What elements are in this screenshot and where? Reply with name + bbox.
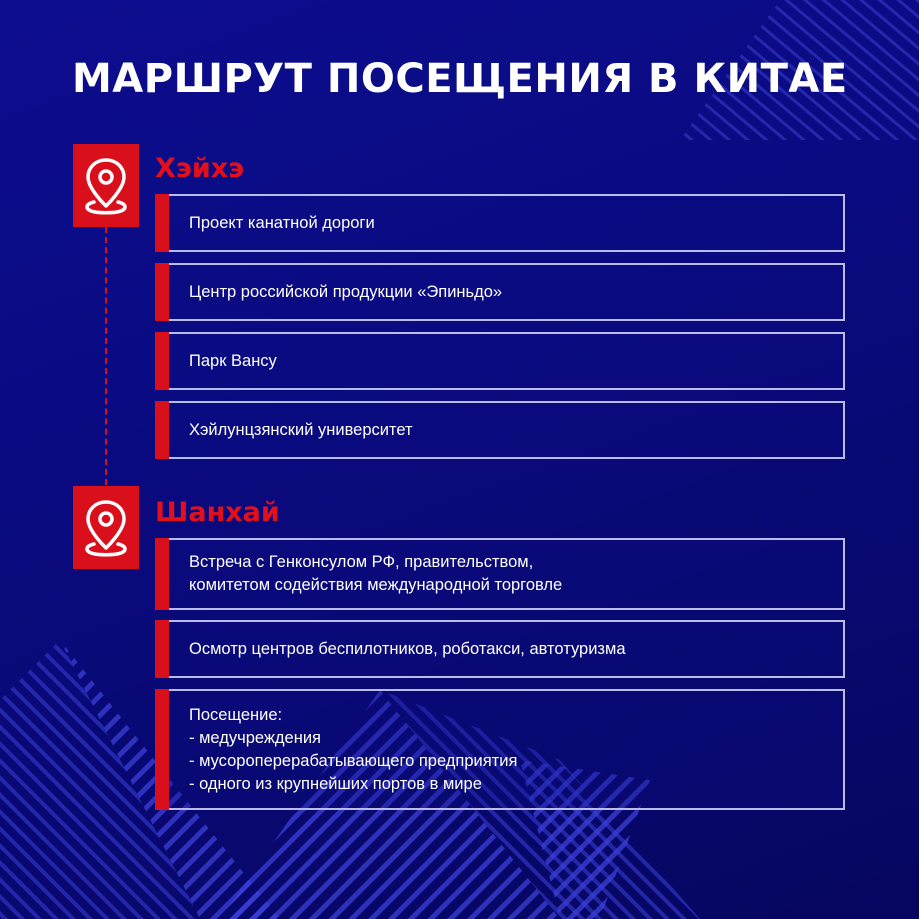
list-item bbox=[155, 263, 845, 321]
item-accent-bar bbox=[155, 263, 169, 321]
item-text: Центр российской продукции «Эпиньдо» bbox=[189, 282, 503, 301]
item-text-line: - одного из крупнейших портов в мире bbox=[189, 774, 482, 793]
city-heading-shanghai: Шанхай bbox=[155, 497, 280, 528]
item-text-line: комитетом содействия международной торговле bbox=[189, 576, 563, 594]
list-item bbox=[155, 194, 845, 252]
item-text: Проект канатной дороги bbox=[189, 213, 375, 232]
item-accent-bar bbox=[155, 689, 169, 810]
page-title: МАРШРУТ ПОСЕЩЕНИЯ В КИТАЕ bbox=[72, 56, 848, 102]
route-connector-line bbox=[105, 227, 107, 485]
item-text: Парк Вансу bbox=[189, 351, 277, 370]
list-item bbox=[155, 538, 845, 610]
item-text: Осмотр центров беспилотников, роботакси, автотуризма bbox=[189, 639, 626, 658]
location-pin-icon bbox=[73, 144, 139, 227]
city-heading-heihe: Хэйхэ bbox=[155, 153, 245, 184]
item-accent-bar bbox=[155, 401, 169, 459]
item-text-line: - мусороперерабатывающего предприятия bbox=[189, 751, 518, 770]
list-item bbox=[155, 332, 845, 390]
list-item bbox=[155, 401, 845, 459]
item-accent-bar bbox=[155, 332, 169, 390]
item-accent-bar bbox=[155, 538, 169, 610]
item-accent-bar bbox=[155, 620, 169, 678]
item-text-line: - медучреждения bbox=[189, 728, 321, 747]
item-text: Хэйлунцзянский университет bbox=[189, 420, 413, 439]
item-accent-bar bbox=[155, 194, 169, 252]
location-pin-icon bbox=[73, 486, 139, 569]
list-item bbox=[155, 620, 845, 678]
item-text-line: Посещение: bbox=[189, 705, 283, 724]
list-item bbox=[155, 689, 845, 810]
item-text-line: Встреча с Генконсулом РФ, правительством, bbox=[189, 553, 534, 571]
